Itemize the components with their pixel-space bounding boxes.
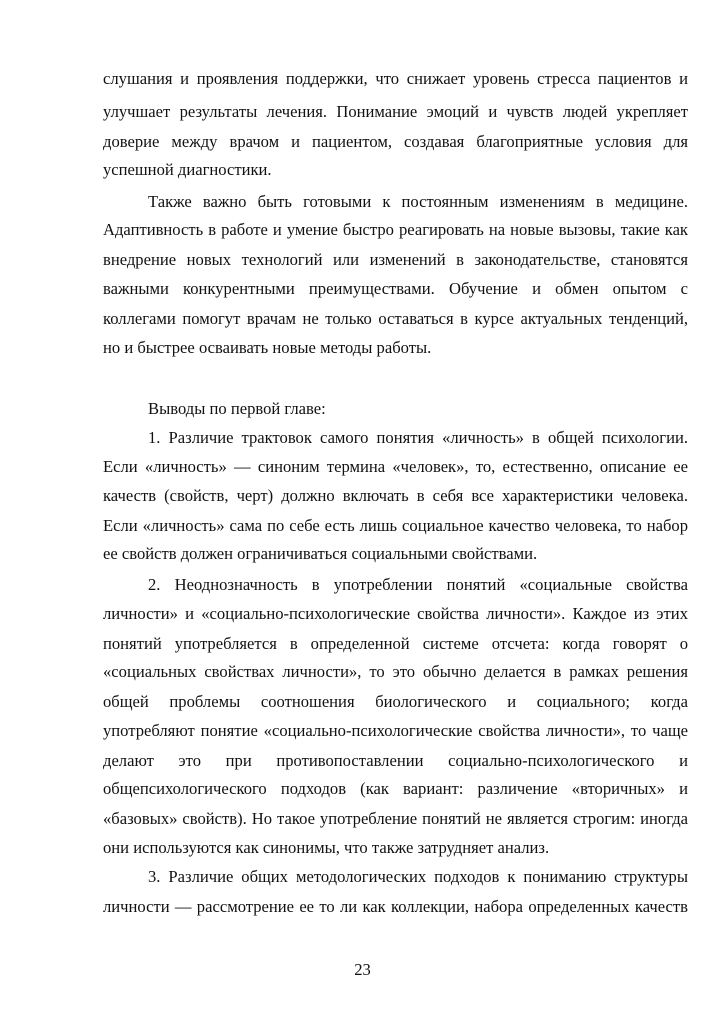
text-line: слушания и проявления поддержки, что снижает уровень стресса пациентов и [103,69,688,88]
text-line: Если «личность» — синоним термина «человек», то, естественно, описание ее [103,457,688,476]
text-line: употребляют понятие «социально-психологические свойства личности», то чаще [103,721,688,740]
text-line: общепсихологического подходов (как вариант: различение «вторичных» и [103,779,688,798]
text-line: успешной диагностики. [103,160,272,179]
text-line: Адаптивность в работе и умение быстро реагировать на новые вызовы, такие как [103,220,688,239]
text-line: 3. Различие общих методологических подходов к пониманию структуры [148,867,688,886]
text-line: Если «личность» сама по себе есть лишь социальное качество человека, то набор [103,516,688,535]
text-line: внедрение новых технологий или изменений в законодательстве, становятся [103,250,688,269]
text-line: делают это при противопоставлении социально-психологического и [103,751,688,770]
text-line: доверие между врачом и пациентом, создавая благоприятные условия для [103,132,688,151]
text-line: понятий употребляется в определенной системе отсчета: когда говорят о [103,634,688,653]
text-line: качеств (свойств, черт) должно включать в себя все характеристики человека. [103,486,688,505]
text-line: но и быстрее осваивать новые методы работы. [103,338,432,357]
text-line: они используются как синонимы, что также затрудняет анализ. [103,838,550,857]
text-line: 1. Различие трактовок самого понятия «личность» в общей психологии. [148,428,688,447]
page-number: 23 [354,960,371,979]
text-line: 2. Неоднозначность в употреблении понятий «социальные свойства [148,575,688,594]
text-line: личности — рассмотрение ее то ли как коллекции, набора определенных качеств [103,897,688,916]
text-line: ее свойств должен ограничиваться социальными свойствами. [103,544,538,563]
text-line: «базовых» свойств). Но такое употребление понятий не является строгим: иногда [103,809,688,828]
section-heading: Выводы по первой главе: [148,399,326,418]
text-line: личности» и «социально-психологические свойства личности». Каждое из этих [103,604,688,623]
text-line: Также важно быть готовыми к постоянным изменениям в медицине. [148,192,688,211]
text-line: улучшает результаты лечения. Понимание эмоций и чувств людей укрепляет [103,102,688,121]
text-line: коллегами помогут врачам не только оставаться в курсе актуальных тенденций, [103,309,688,328]
text-line: важными конкурентными преимуществами. Обучение и обмен опытом с [103,279,688,298]
text-line: «социальных свойствах личности», то это обычно делается в рамках решения [103,662,688,681]
text-line: общей проблемы соотношения биологического и социального; когда [103,692,688,711]
